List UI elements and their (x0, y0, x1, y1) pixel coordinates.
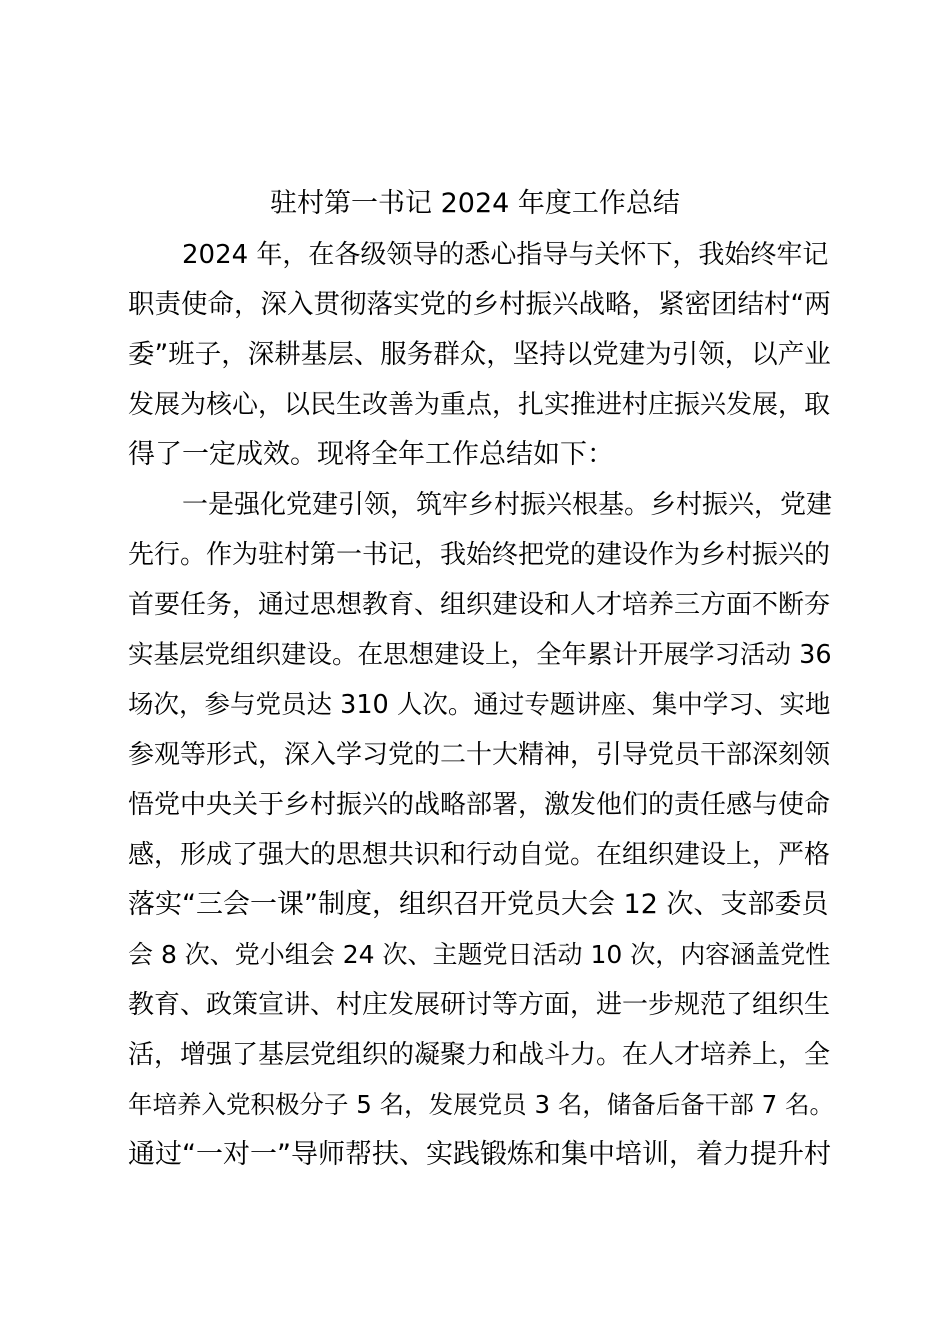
paragraph-2-line-4: 实基层党组织建设。在思想建设上，全年累计开展学习活动 36 (128, 640, 832, 670)
paragraph-2-line-6: 参观等形式，深入学习党的二十大精神，引导党员干部深刻领 (128, 740, 831, 770)
paragraph-1-line-2: 职责使命，深入贯彻落实党的乡村振兴战略，紧密团结村“两 (128, 289, 831, 320)
paragraph-2-line-5: 场次，参与党员达 310 人次。通过专题讲座、集中学习、实地 (128, 690, 831, 720)
document-title: 驻村第一书记 2024 年度工作总结 (270, 188, 680, 219)
paragraph-2-line-10: 会 8 次、党小组会 24 次、主题党日活动 10 次，内容涵盖党性 (128, 940, 831, 969)
paragraph-2-line-8: 感，形成了强大的思想共识和行动自觉。在组织建设上，严格 (128, 840, 831, 870)
paragraph-2-line-3: 首要任务，通过思想教育、组织建设和人才培养三方面不断夯 (128, 590, 831, 620)
paragraph-1-line-5: 得了一定成效。现将全年工作总结如下： (128, 439, 614, 470)
paragraph-2-line-14: 通过“一对一”导师帮扶、实践锻炼和集中培训，着力提升村 (128, 1139, 831, 1170)
paragraph-2-line-2: 先行。作为驻村第一书记，我始终把党的建设作为乡村振兴的 (128, 540, 831, 570)
paragraph-2-line-11: 教育、政策宣讲、村庄发展研讨等方面，进一步规范了组织生 (128, 990, 831, 1020)
paragraph-2-line-13: 年培养入党积极分子 5 名，发展党员 3 名，储备后备干部 7 名。 (128, 1090, 834, 1119)
paragraph-2-line-7: 悟党中央关于乡村振兴的战略部署，激发他们的责任感与使命 (128, 790, 831, 820)
paragraph-1-line-1: 2024 年，在各级领导的悉心指导与关怀下，我始终牢记 (182, 240, 829, 270)
paragraph-2-line-9: 落实“三会一课”制度，组织召开党员大会 12 次、支部委员 (128, 889, 829, 920)
paragraph-1-line-3: 委”班子，深耕基层、服务群众，坚持以党建为引领，以产业 (128, 339, 831, 370)
paragraph-2-line-1: 一是强化党建引领，筑牢乡村振兴根基。乡村振兴，党建 (182, 490, 833, 520)
document-body (128, 235, 834, 1185)
paragraph-2-line-12: 活，增强了基层党组织的凝聚力和战斗力。在人才培养上，全 (128, 1040, 831, 1070)
paragraph-1-line-4: 发展为核心，以民生改善为重点，扎实推进村庄振兴发展，取 (128, 390, 831, 420)
